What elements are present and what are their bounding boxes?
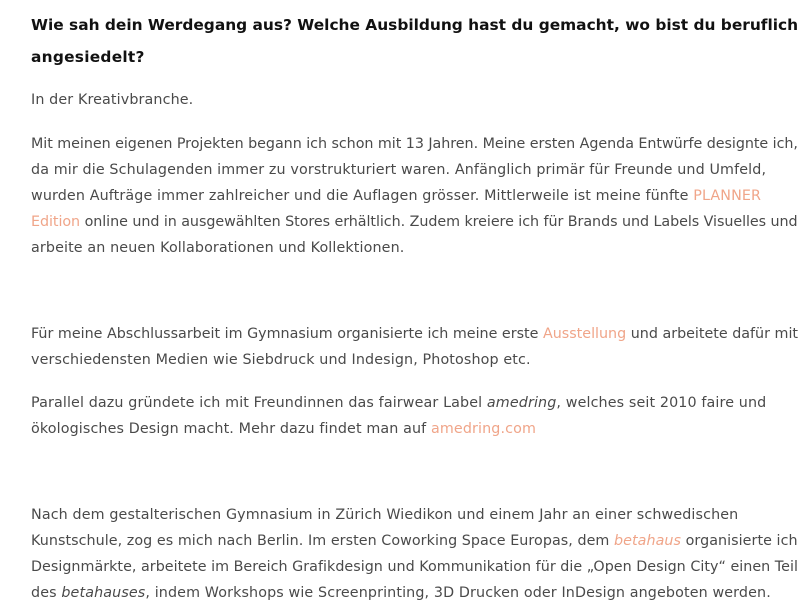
question-heading-line-2: angesiedelt?	[31, 48, 145, 66]
paragraph-projects-line-1: Mit meinen eigenen Projekten begann ich schon mit 13 Jahren. Meine ersten Agenda Entwürfe designte ich,	[31, 136, 798, 152]
amedring-website-link[interactable]: amedring.com	[430, 421, 537, 437]
paragraph-berlin-line-1: Nach dem gestalterischen Gymnasium in Zürich Wiedikon und einem Jahr an einer schwedischen	[31, 507, 739, 523]
paragraph-projects-line-4	[31, 209, 798, 235]
betahauses-name: betahauses	[61, 585, 146, 601]
paragraph-text: und arbeitete dafür mit	[626, 326, 799, 342]
planner-edition-link-continued[interactable]: Edition	[31, 214, 81, 230]
betahaus-link[interactable]	[614, 533, 681, 549]
answer-intro: In der Kreativbranche.	[31, 92, 194, 108]
paragraph-projects-line-5: arbeite an neuen Kollaborationen und Kollektionen.	[31, 240, 405, 256]
paragraph-projects-line-2: da mir die Schulagenden immer zu vorstrukturiert waren. Anfänglich primär für Freunde und Umfeld,	[31, 162, 767, 178]
amedring-label-name: amedring	[486, 395, 557, 411]
paragraph-exhibition-line-1	[31, 321, 798, 347]
question-heading-line-1: Wie sah dein Werdegang aus? Welche Ausbildung hast du gemacht, wo bist du beruflich	[31, 16, 799, 34]
paragraph-text: online und in ausgewählten Stores erhältlich. Zudem kreiere ich für Brands und Labels Visuelles und	[80, 214, 798, 230]
paragraph-text: des	[31, 585, 62, 601]
paragraph-berlin-line-2	[31, 528, 798, 554]
paragraph-berlin-line-3: Designmärkte, arbeitete im Bereich Grafikdesign und Kommunikation für die „Open Design City“ einen Teil	[31, 559, 798, 575]
paragraph-text: organisierte ich	[681, 533, 798, 549]
paragraph-projects-line-3	[31, 183, 761, 209]
paragraph-text: Kunstschule, zog es mich nach Berlin. Im ersten Coworking Space Europas, dem	[31, 533, 615, 549]
paragraph-text: wurden Aufträge immer zahlreicher und die Auflagen grösser. Mittlerweile ist meine fünfte	[31, 188, 694, 204]
paragraph-berlin-line-4	[31, 580, 771, 606]
paragraph-label-line-1	[31, 390, 766, 416]
paragraph-text: , welches seit 2010 faire und	[556, 395, 767, 411]
paragraph-text: Parallel dazu gründete ich mit Freundinnen das fairwear Label	[31, 395, 487, 411]
paragraph-text: ökologisches Design macht. Mehr dazu findet man auf	[31, 421, 431, 437]
paragraph-text: Für meine Abschlussarbeit im Gymnasium organisierte ich meine erste	[31, 326, 543, 342]
paragraph-exhibition-line-2: verschiedensten Medien wie Siebdruck und Indesign, Photoshop etc.	[31, 352, 531, 368]
planner-edition-link[interactable]: PLANNER	[693, 188, 762, 204]
ausstellung-link[interactable]: Ausstellung	[542, 326, 627, 342]
paragraph-label-line-2	[31, 416, 536, 442]
paragraph-text: , indem Workshops wie Screenprinting, 3D Drucken oder InDesign angeboten werden.	[145, 585, 771, 601]
betahaus-link-text: betahaus	[614, 533, 681, 549]
